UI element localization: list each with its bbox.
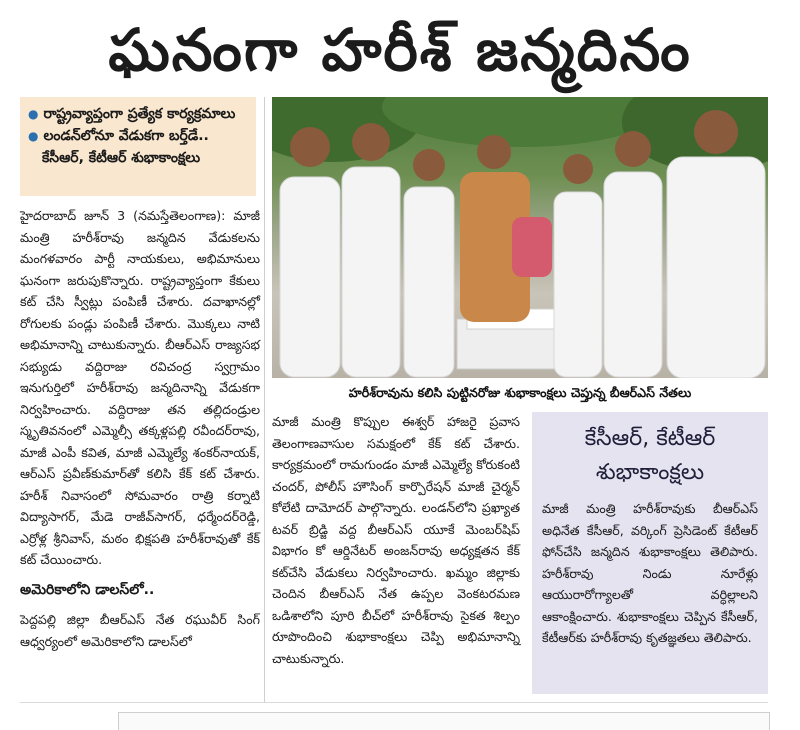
highlight-text-continued: కేసీఆర్, కేటీఆర్ శుభాకాంక్షలు [42, 150, 201, 166]
sidebar-title-line: కేసీఆర్, కేటీఆర్ [584, 426, 716, 451]
article-paragraph: పెద్దపల్లి జిల్లా బీఆర్ఎస్ నేత రఘువీర్ సింగ్ ఆధ్వర్యంలో అమెరికాలోని డాలస్‌లో [20, 612, 260, 649]
sidebar-body: మాజీ మంత్రి హరీశ్‌రావుకు బీఆర్ఎస్ అధినేత కేసీఆర్, వర్కింగ్ ప్రెసిడెంట్ కేటీఆర్ ఫోన్‌చేసి జన్మదిన శుభాకాంక్షలు తెలిపారు. హరీశ్‌రావు నిండు నూరేళ్లు ఆయురారోగ్యాలతో వర్ధిల్లాలని ఆకాంక్షించారు. శుభాకాంక్షలు చెప్పిన కేసీఆర్, కేటీఆర్‌కు హరీశ్‌రావు కృతజ్ఞతలు తెలిపారు. [542, 501, 758, 645]
bullet-icon: ● [28, 107, 39, 121]
article-column-2 [272, 411, 520, 669]
sidebar-title-line: శుభాకాంక్షలు [595, 460, 705, 485]
headline: ఘనంగా హరీశ్ జన్మదినం [108, 16, 692, 84]
highlight-item [28, 103, 248, 125]
bullet-icon: ● [28, 129, 39, 143]
highlight-text: రాష్ట్రవ్యాప్తంగా ప్రత్యేక కార్యక్రమాలు [43, 106, 236, 122]
bottom-divider [20, 702, 768, 703]
sidebar-box [532, 412, 768, 694]
news-photo [272, 97, 768, 378]
photo-illustration [272, 97, 768, 378]
highlight-text: లండన్‌లోనూ వేడుకగా బర్త్‌డే.. [43, 128, 209, 144]
highlights-box [20, 97, 256, 196]
column-divider [264, 97, 265, 702]
article-paragraph: హైదరాబాద్ జూన్ 3 (నమస్తేతెలంగాణ): మాజీ మంత్రి హరీశ్‌రావు జన్మదిన వేడుకలను మంగళవారం పార్టీ నాయకులు, అభిమానులు ఘనంగా జరుపుకొన్నారు. రాష్ట్రవ్యాప్తంగా కేకులు కట్ చేసి స్వీట్లు పంపిణీ చేశారు. దవాఖానల్లో రోగులకు పండ్లు పంపిణీ చేశారు. మొక్కలు నాటి అభిమానాన్ని చాటుకున్నారు. బీఆర్ఎస్ రాజ్యసభ సభ్యుడు వద్దిరాజు రవిచంద్ర స్వగ్రామం ఇనుగుర్తిలో హరీశ్‌రావు జన్మదినాన్ని వేడుకగా నిర్వహించారు. వద్దిరాజు తన తల్లిదండ్రుల స్మృతివనంలో ఎమ్మెల్సీ తక్కళ్లపల్లి రవీందర్‌రావు, మాజీ ఎంపీ కవిత, మాజీ ఎమ్మెల్యే శంకర్‌నాయక్, ఆర్ఎస్ ప్రవీణ్‌కుమార్‌తో కలిసి కేక్ కట్ చేశారు. హరీశ్ నివాసంలో సోమవారం రాత్రి కర్నాటి విద్యాసాగర్, మేడె రాజీవ్‌సాగర్, ధర్మేందర్‌రెడ్డి, ఎర్రోళ్ల శ్రీనివాస్, మఠం భిక్షపతి హరీశ్‌రావుతో కేక్ కట్ చేయించారు. [20, 208, 260, 567]
article-paragraph: మాజీ మంత్రి కొప్పుల ఈశ్వర్ హాజరై ప్రవాస తెలంగాణవాసుల సమక్షంలో కేక్ కట్ చేశారు. కార్యక్రమంలో రామగుండం మాజీ ఎమ్మెల్యే కోరుకంటి చందర్, పోలీస్ హౌసింగ్ కార్పొరేషన్ మాజీ చైర్మన్ కోలేటి దామోదర్ పాల్గొన్నారు. లండన్‌లోని ప్రఖ్యాత టవర్ బ్రిడ్జి వద్ద బీఆర్ఎస్ యూకే మెంబర్‌షిప్ విభాగం కో ఆర్డినేటర్ అంజన్‌రావు అధ్యక్షతన కేక్ కట్‌చేసి వేడుకలు నిర్వహించారు. ఖమ్మం జిల్లాకు చెందిన బీఆర్ఎస్ నేత ఉప్పల వెంకటరమణ ఒడిశాలోని పూరి బీచ్‌లో హరీశ్‌రావు సైకత శిల్పం రూపొందించి శుభాకాంక్షలు చెప్పి అభిమానాన్ని చాటుకున్నారు. [272, 414, 520, 666]
sidebar-title [542, 422, 758, 490]
photo-caption: హరీశ్‌రావును కలిసి పుట్టినరోజు శుభాకాంక్షలు చెప్తున్న బీఆర్ఎస్ నేతలు [348, 385, 692, 400]
next-article-strip [118, 712, 770, 730]
highlight-item [28, 125, 248, 147]
article-column-1 [20, 205, 260, 652]
subheading: అమెరికాలోని డాలస్‌లో.. [20, 581, 155, 598]
